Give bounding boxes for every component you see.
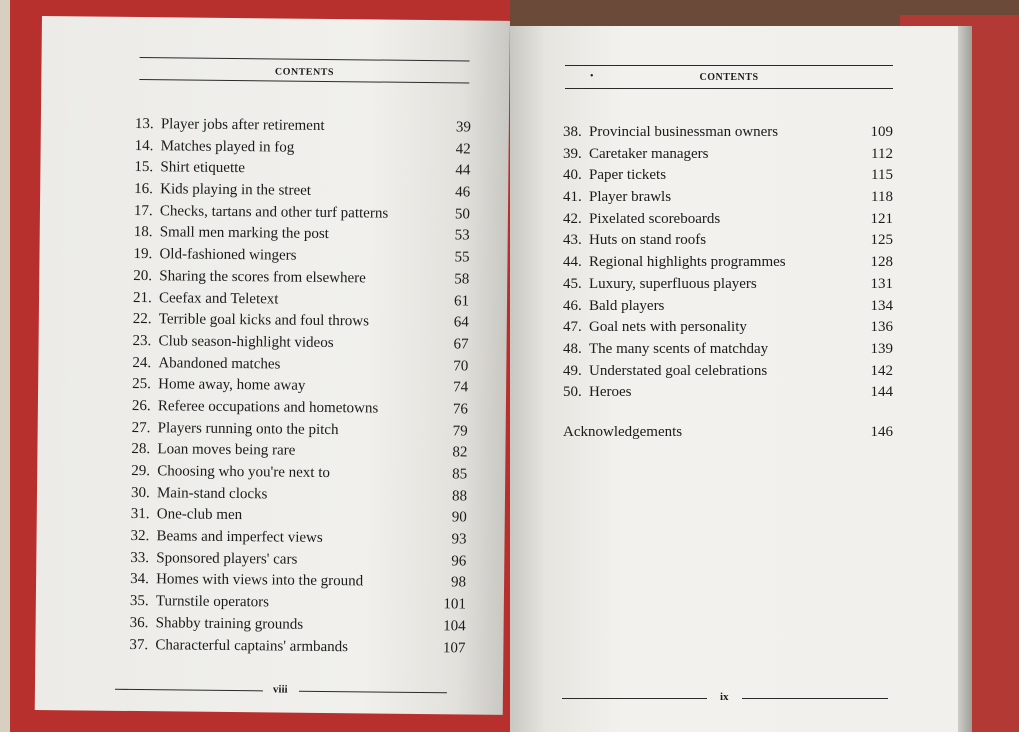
toc-entry-number: 20. — [133, 267, 153, 284]
toc-entry-number: 29. — [131, 462, 151, 480]
toc-entry-number: 49. — [563, 362, 582, 379]
toc-entry-number: 47. — [563, 319, 582, 336]
toc-entry-title: Small men marking the post — [159, 224, 329, 243]
toc-list-right — [563, 122, 893, 404]
toc-entry-number: 35. — [129, 593, 149, 610]
toc-entry-title-wrap — [132, 374, 306, 398]
toc-entry-title: Matches played in fog — [160, 137, 295, 156]
toc-entry-page: 67 — [453, 336, 469, 353]
toc-entry — [563, 122, 893, 144]
toc-entry-page: 53 — [454, 227, 470, 244]
toc-entry-number: 34. — [130, 571, 149, 588]
toc-entry-title-wrap — [133, 309, 369, 333]
toc-entry-title-wrap — [563, 122, 778, 144]
toc-entry-title-wrap — [563, 382, 631, 404]
toc-entry — [129, 634, 465, 659]
toc-entry-title: Pixelated scoreboards — [589, 210, 721, 227]
toc-entry-number: 38. — [563, 124, 582, 140]
toc-entry-number: 19. — [133, 246, 153, 263]
toc-entry-number: 37. — [129, 636, 149, 653]
toc-entry-page: 109 — [870, 124, 893, 140]
toc-entry-page: 90 — [451, 509, 467, 526]
toc-entry — [563, 144, 893, 166]
toc-entry-title: Main-stand clocks — [156, 484, 268, 503]
acknowledgements-title: Acknowledgements — [563, 424, 683, 440]
toc-entry-number: 30. — [130, 484, 150, 501]
toc-entry-page: 128 — [870, 254, 893, 271]
toc-entry-title: Caretaker managers — [589, 145, 709, 162]
toc-entry-title: Goal nets with personality — [589, 319, 747, 336]
footer-rule-left — [115, 689, 263, 692]
right-page — [510, 26, 958, 732]
toc-entry-page: 55 — [454, 249, 470, 266]
right-page-folio: ix — [720, 691, 729, 703]
toc-entry — [563, 274, 893, 296]
toc-entry-number: 17. — [133, 202, 153, 219]
footer-rule-left — [562, 698, 707, 699]
toc-entry-title: Beams and imperfect views — [156, 528, 323, 547]
toc-entry-title: Abandoned matches — [158, 354, 281, 373]
toc-entry-title-wrap — [563, 144, 709, 166]
toc-entry-title-wrap — [563, 296, 664, 318]
toc-entry-title-wrap — [563, 209, 720, 231]
toc-entry-number: 32. — [130, 528, 150, 545]
toc-entry — [563, 382, 893, 404]
toc-entry-number: 31. — [130, 506, 150, 523]
toc-entry-page: 42 — [455, 141, 471, 158]
toc-entry-page: 46 — [455, 184, 471, 201]
toc-entry-page: 44 — [455, 162, 471, 179]
toc-entry-number: 43. — [563, 232, 582, 249]
toc-entry-title-wrap — [563, 165, 666, 187]
toc-entry-page: 142 — [870, 362, 893, 379]
left-page — [35, 16, 510, 715]
toc-entry-title: Ceefax and Teletext — [158, 289, 279, 307]
toc-entry-title: Player jobs after retirement — [160, 116, 325, 134]
toc-entry-title: Checks, tartans and other turf patterns — [159, 202, 389, 222]
toc-entry-page: 70 — [453, 357, 469, 375]
toc-entry-number: 44. — [563, 254, 582, 271]
right-page-header: CONTENTS — [699, 72, 759, 83]
toc-entry-page: 88 — [451, 488, 468, 505]
toc-entry-title-wrap — [134, 222, 329, 246]
toc-entry — [563, 339, 893, 361]
toc-entry-number: 23. — [132, 332, 152, 350]
toc-entry-title: Kids playing in the street — [160, 181, 312, 199]
footer-rule-right — [742, 698, 888, 699]
toc-entry-title: Luxury, superfluous players — [589, 275, 757, 292]
toc-entry-title: Shirt etiquette — [160, 159, 246, 177]
toc-entry-number: 14. — [134, 137, 154, 154]
toc-entry-title-wrap — [129, 634, 348, 658]
toc-entry-title-wrap — [130, 548, 297, 571]
toc-entry — [563, 296, 893, 318]
toc-entry-page: 107 — [442, 639, 466, 656]
header-rule-top — [565, 65, 893, 66]
toc-entry-number: 16. — [134, 181, 154, 198]
toc-entry-number: 22. — [132, 311, 152, 328]
toc-entry-page: 101 — [443, 596, 466, 613]
toc-entry — [563, 361, 893, 383]
toc-entry-title: Characterful captains' armbands — [155, 636, 349, 655]
toc-entry-title-wrap — [563, 187, 671, 209]
toc-entry-page: 61 — [453, 292, 470, 309]
toc-entry-page: 79 — [452, 422, 468, 440]
toc-entry-title-wrap — [132, 331, 333, 355]
toc-entry-number: 26. — [131, 397, 151, 415]
toc-entry — [563, 165, 893, 187]
toc-entry-number: 36. — [129, 614, 149, 631]
toc-entry — [563, 317, 893, 339]
toc-entry-page: 112 — [871, 145, 893, 162]
toc-entry-number: 45. — [563, 275, 582, 292]
toc-entry-title-wrap — [133, 266, 366, 290]
toc-entry-title-wrap — [130, 526, 322, 550]
toc-entry-title-wrap — [132, 396, 379, 420]
toc-list-left — [129, 114, 471, 660]
toc-entry-title: One-club men — [156, 506, 243, 524]
toc-entry-page: 121 — [870, 210, 893, 227]
toc-entry-title-wrap — [135, 136, 295, 159]
toc-entry-title: Regional highlights programmes — [589, 254, 786, 271]
toc-entry-number: 21. — [132, 289, 152, 306]
toc-entry-title: The many scents of matchday — [589, 340, 769, 357]
toc-entry-number: 39. — [563, 145, 582, 162]
toc-entry-page: 139 — [870, 340, 893, 357]
toc-entry-page: 98 — [451, 574, 467, 591]
toc-entry-title-wrap — [563, 317, 747, 339]
toc-entry-number: 40. — [563, 167, 582, 184]
toc-entry-page: 64 — [453, 314, 469, 331]
toc-entry-title-wrap — [135, 114, 325, 138]
toc-entry-title-wrap — [131, 483, 268, 506]
toc-entry-title: Turnstile operators — [155, 593, 270, 611]
toc-entry-title-wrap — [134, 157, 245, 180]
toc-entry-number: 46. — [563, 297, 582, 314]
toc-entry-page: 39 — [455, 119, 471, 136]
toc-entry-title: Sharing the scores from elsewhere — [159, 268, 366, 287]
toc-entry-title: Referee occupations and hometowns — [157, 398, 379, 417]
toc-entry-title-wrap — [134, 201, 388, 225]
toc-entry-title-wrap — [563, 274, 757, 296]
toc-entry-page: 93 — [451, 531, 467, 548]
toc-entry-title: Shabby training grounds — [155, 615, 304, 633]
toc-entry-page: 134 — [870, 297, 893, 314]
toc-entry-number: 24. — [132, 354, 152, 371]
toc-entry-title: Old-fashioned wingers — [159, 246, 297, 264]
toc-entry-page: 136 — [870, 319, 893, 336]
toc-entry-number: 15. — [134, 159, 154, 176]
toc-entry-title-wrap — [133, 244, 296, 267]
toc-entry-title-wrap — [133, 287, 279, 310]
toc-entry-title: Loan moves being rare — [157, 441, 296, 459]
toc-entry-number: 33. — [130, 549, 150, 566]
toc-entry-page: 144 — [870, 384, 893, 401]
toc-entry-title: Club season-highlight videos — [158, 333, 334, 351]
header-rule-bottom — [139, 79, 469, 83]
toc-entry-number: 13. — [134, 115, 154, 133]
toc-entry-number: 28. — [131, 441, 151, 458]
toc-entry-title-wrap — [131, 504, 243, 527]
acknowledgements-entry — [563, 424, 893, 441]
acknowledgements-page: 146 — [870, 424, 893, 440]
toc-entry-title: Huts on stand roofs — [589, 232, 707, 249]
toc-entry-page: 104 — [443, 618, 466, 635]
toc-entry-number: 27. — [131, 419, 151, 436]
toc-entry-number: 41. — [563, 189, 582, 206]
toc-entry-title: Bald players — [589, 297, 665, 314]
header-rule-bottom — [565, 88, 893, 89]
toc-entry-title-wrap — [563, 339, 768, 361]
toc-entry-number: 18. — [133, 224, 153, 241]
toc-entry-number: 50. — [563, 384, 582, 401]
toc-entry-page: 131 — [870, 275, 893, 292]
toc-entry-title-wrap — [130, 569, 363, 593]
toc-entry-title: Players running onto the pitch — [157, 419, 339, 438]
toc-entry-page: 50 — [454, 206, 471, 223]
toc-entry — [563, 187, 893, 209]
toc-entry-title-wrap — [132, 353, 280, 376]
toc-entry-page: 76 — [452, 401, 468, 418]
toc-entry-number: 25. — [132, 376, 151, 393]
toc-entry-title: Provincial businessman owners — [589, 124, 779, 140]
toc-entry — [563, 230, 893, 252]
toc-entry-title-wrap — [563, 252, 786, 274]
toc-entry-title-wrap — [131, 461, 330, 485]
toc-entry-page: 82 — [452, 444, 468, 461]
left-page-folio: viii — [272, 683, 288, 696]
toc-entry-title-wrap — [132, 418, 339, 442]
toc-entry-title: Home away, home away — [158, 376, 306, 395]
toc-entry-title-wrap — [130, 613, 304, 637]
toc-entry-title: Heroes — [589, 384, 632, 401]
toc-entry-title-wrap — [130, 591, 269, 614]
footer-rule-right — [299, 691, 447, 694]
toc-entry-title-wrap — [563, 230, 706, 252]
toc-entry-page: 115 — [871, 167, 893, 184]
toc-entry-title: Homes with views into the ground — [156, 571, 364, 590]
toc-entry-page: 85 — [452, 466, 468, 483]
toc-entry-page: 58 — [454, 271, 470, 288]
toc-entry-title: Understated goal celebrations — [589, 362, 768, 379]
toc-entry-title-wrap — [563, 361, 767, 383]
toc-entry-number: 48. — [563, 340, 582, 357]
toc-entry-page: 96 — [451, 553, 467, 570]
toc-entry-title: Paper tickets — [589, 167, 667, 184]
toc-entry-title: Player brawls — [589, 189, 672, 206]
toc-entry-title: Sponsored players' cars — [156, 549, 298, 568]
toc-entry — [563, 209, 893, 231]
left-page-header: CONTENTS — [274, 66, 334, 79]
toc-entry-page: 125 — [870, 232, 893, 249]
header-rule-top — [140, 57, 470, 61]
toc-entry-number: 42. — [563, 210, 582, 227]
toc-entry-title-wrap — [131, 439, 295, 462]
toc-entry-title-wrap — [134, 179, 311, 203]
toc-entry-page: 74 — [453, 379, 469, 396]
toc-entry-title: Terrible goal kicks and foul throws — [158, 311, 370, 330]
toc-entry-page: 118 — [871, 189, 893, 206]
toc-entry — [563, 252, 893, 274]
page-stack-edge — [958, 26, 972, 732]
toc-entry-title: Choosing who you're next to — [157, 463, 331, 482]
header-dot: • — [590, 71, 594, 82]
